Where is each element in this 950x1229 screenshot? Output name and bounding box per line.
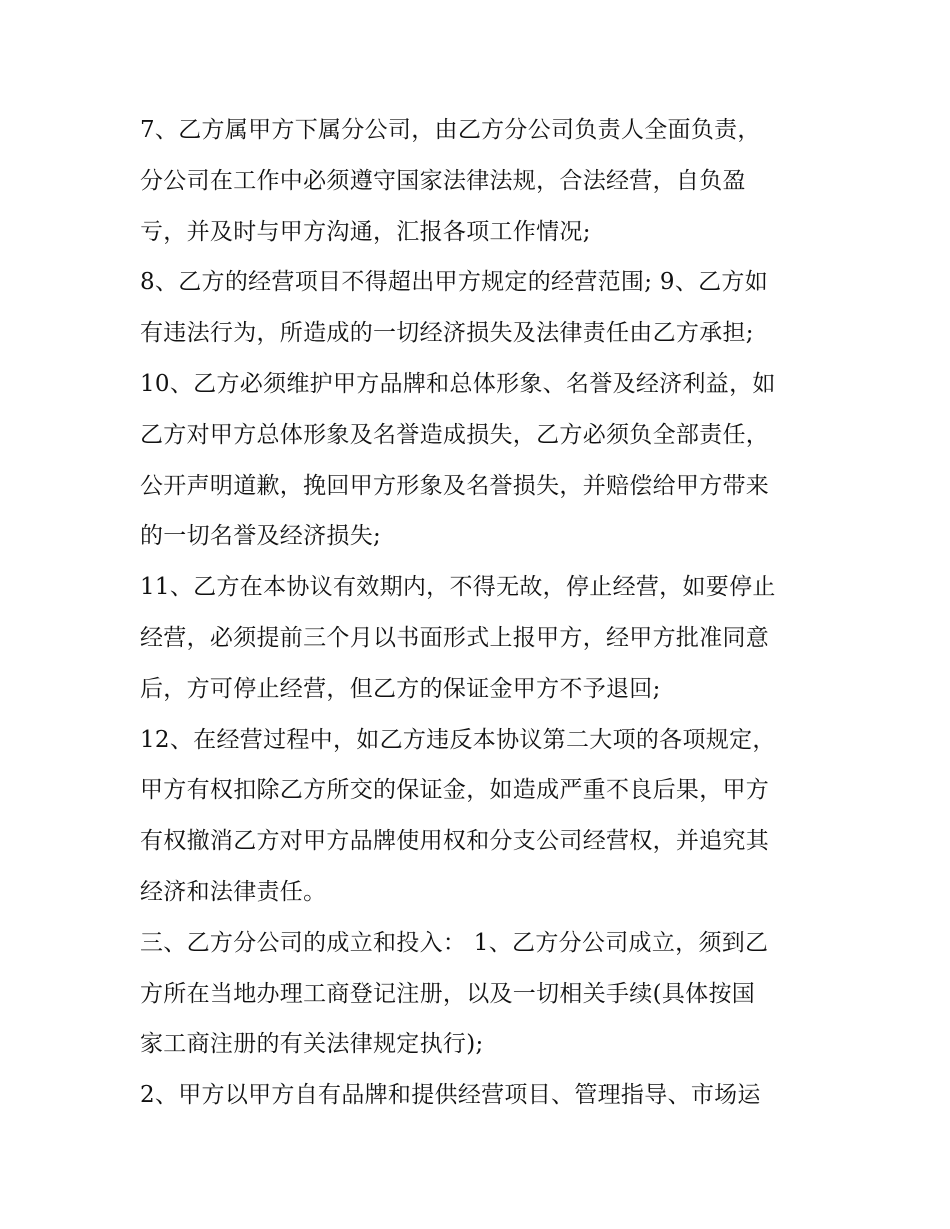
text-line: 分公司在工作中必须遵守国家法律法规，合法经营，自负盈 [140, 167, 746, 194]
text-line: 方所在当地办理工商登记注册，以及一切相关手续(具体按国 [140, 980, 756, 1007]
text-line: 三、乙方分公司的成立和投入： 1、乙方分公司成立，须到乙 [140, 929, 769, 956]
text-line: 经济和法律责任。 [140, 878, 327, 905]
text-line: 经营，必须提前三个月以书面形式上报甲方，经甲方批准同意 [140, 624, 770, 651]
text-line: 8、乙方的经营项目不得超出甲方规定的经营范围; 9、乙方如 [140, 269, 769, 296]
text-line: 的一切名誉及经济损失; [140, 523, 382, 550]
text-line: 12、在经营过程中，如乙方违反本协议第二大项的各项规定， [140, 726, 776, 753]
text-line: 11、乙方在本协议有效期内，不得无故，停止经营，如要停止 [140, 574, 776, 601]
text-line: 公开声明道歉，挽回甲方形象及名誉损失，并赔偿给甲方带来 [140, 472, 770, 499]
text-line: 亏，并及时与甲方沟通，汇报各项工作情况; [140, 218, 591, 245]
text-line: 后，方可停止经营，但乙方的保证金甲方不予退回; [140, 675, 661, 702]
text-line: 2、甲方以甲方自有品牌和提供经营项目、管理指导、市场运 [140, 1082, 761, 1109]
text-line: 10、乙方必须维护甲方品牌和总体形象、名誉及经济利益，如 [140, 370, 776, 397]
text-line: 有权撤消乙方对甲方品牌使用权和分支公司经营权，并追究其 [140, 828, 770, 855]
text-line: 乙方对甲方总体形象及名誉造成损失，乙方必须负全部责任， [140, 421, 770, 448]
document-body [140, 105, 820, 1121]
text-line: 7、乙方属甲方下属分公司，由乙方分公司负责人全面负责， [140, 117, 761, 143]
text-line: 甲方有权扣除乙方所交的保证金，如造成严重不良后果，甲方 [140, 777, 770, 804]
text-line: 有违法行为，所造成的一切经济损失及法律责任由乙方承担; [140, 320, 754, 347]
text-line: 家工商注册的有关法律规定执行); [140, 1031, 484, 1058]
